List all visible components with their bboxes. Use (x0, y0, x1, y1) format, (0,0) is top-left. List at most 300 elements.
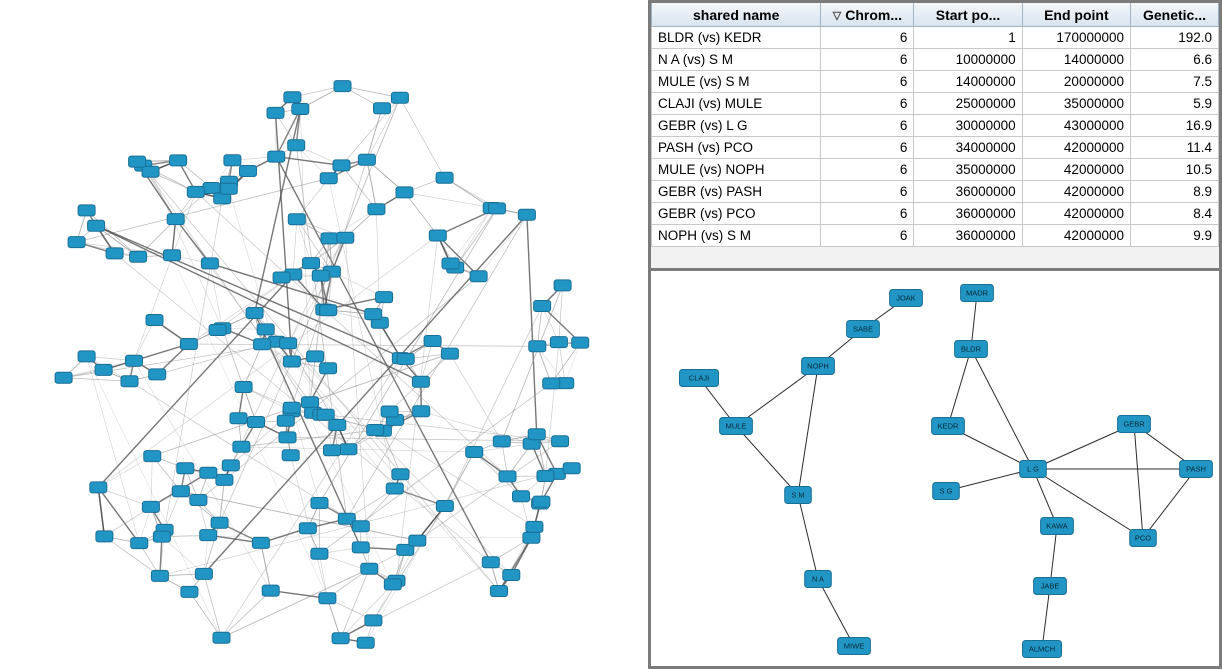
large-network-node-rect[interactable] (384, 579, 401, 590)
subnetwork-node[interactable] (932, 418, 965, 435)
large-network-node-rect[interactable] (311, 548, 328, 559)
large-network-node[interactable] (572, 337, 589, 348)
large-network-node[interactable] (288, 214, 305, 225)
large-network-node[interactable] (361, 563, 378, 574)
large-network-node[interactable] (288, 140, 305, 151)
large-network-node-rect[interactable] (252, 537, 269, 548)
large-network-node-rect[interactable] (357, 637, 374, 648)
large-network-node[interactable] (324, 445, 341, 456)
large-network-node[interactable] (528, 429, 545, 440)
large-network-node[interactable] (534, 301, 551, 312)
large-network-node-rect[interactable] (209, 325, 226, 336)
subnetwork-node[interactable] (805, 571, 832, 588)
large-network-node[interactable] (311, 498, 328, 509)
table-row[interactable] (652, 71, 1219, 93)
large-network-node[interactable] (340, 444, 357, 455)
large-network-node[interactable] (503, 570, 520, 581)
table-column-header-end[interactable] (1022, 3, 1130, 27)
large-network-node-rect[interactable] (499, 471, 516, 482)
large-network-node[interactable] (365, 615, 382, 626)
large-network-node-rect[interactable] (121, 376, 138, 387)
large-network-node-rect[interactable] (299, 523, 316, 534)
large-network-node[interactable] (262, 585, 279, 596)
large-network-node-rect[interactable] (386, 483, 403, 494)
large-network-node-rect[interactable] (68, 237, 85, 248)
large-network-node-rect[interactable] (436, 501, 453, 512)
large-network-node-rect[interactable] (337, 232, 354, 243)
large-network-node[interactable] (181, 586, 198, 597)
table-row[interactable] (652, 159, 1219, 181)
large-network-node[interactable] (374, 103, 391, 114)
large-network-node[interactable] (329, 420, 346, 431)
large-network-node[interactable] (55, 372, 72, 383)
table-row[interactable] (652, 27, 1219, 49)
subnetwork-node[interactable] (1023, 641, 1062, 658)
large-network-node[interactable] (321, 233, 338, 244)
table-row[interactable] (652, 137, 1219, 159)
large-network-node-rect[interactable] (321, 233, 338, 244)
network-edge-table[interactable] (651, 3, 1219, 247)
large-network-node[interactable] (209, 325, 226, 336)
large-network-node[interactable] (429, 230, 446, 241)
large-network-node[interactable] (365, 309, 382, 320)
large-network-node[interactable] (367, 425, 384, 436)
large-network-node-rect[interactable] (213, 632, 230, 643)
large-network-node-rect[interactable] (312, 270, 329, 281)
large-network-node-rect[interactable] (195, 568, 212, 579)
subnetwork-node[interactable] (1130, 530, 1157, 547)
subnetwork-canvas[interactable] (651, 271, 1219, 666)
large-network-node-rect[interactable] (153, 531, 170, 542)
large-network-node[interactable] (311, 548, 328, 559)
large-network-node[interactable] (283, 356, 300, 367)
large-network-node[interactable] (121, 376, 138, 387)
large-network-node-rect[interactable] (230, 413, 247, 424)
table-column-header-genetic[interactable] (1131, 3, 1219, 27)
large-network-node-rect[interactable] (200, 530, 217, 541)
large-network-node-rect[interactable] (284, 92, 301, 103)
large-network-node[interactable] (312, 270, 329, 281)
subnetwork-node[interactable] (1020, 461, 1047, 478)
subnetwork-graph-panel[interactable] (648, 268, 1222, 669)
large-network-node[interactable] (268, 151, 285, 162)
large-network-node[interactable] (334, 81, 351, 92)
large-network-node-rect[interactable] (180, 339, 197, 350)
table-body[interactable] (652, 27, 1219, 247)
large-network-node[interactable] (273, 272, 290, 283)
large-network-node-rect[interactable] (381, 406, 398, 417)
large-network-node[interactable] (235, 382, 252, 393)
large-network-node[interactable] (240, 166, 257, 177)
large-network-node[interactable] (146, 315, 163, 326)
large-network-node[interactable] (543, 378, 560, 389)
large-network-node-rect[interactable] (233, 441, 250, 452)
large-network-node-rect[interactable] (320, 363, 337, 374)
large-network-node-rect[interactable] (222, 460, 239, 471)
large-network-node-rect[interactable] (365, 309, 382, 320)
large-network-node-rect[interactable] (257, 324, 274, 335)
large-network-node[interactable] (216, 474, 233, 485)
large-network-node-rect[interactable] (262, 585, 279, 596)
large-network-node-rect[interactable] (554, 280, 571, 291)
large-network-node[interactable] (248, 417, 265, 428)
large-network-node[interactable] (554, 280, 571, 291)
large-network-node[interactable] (190, 495, 207, 506)
large-network-node[interactable] (482, 557, 499, 568)
large-network-node-rect[interactable] (201, 258, 218, 269)
large-network-node-rect[interactable] (311, 498, 328, 509)
large-network-node-rect[interactable] (518, 209, 535, 220)
large-network-node[interactable] (246, 308, 263, 319)
large-network-node-rect[interactable] (361, 563, 378, 574)
table-column-header-name[interactable] (652, 3, 821, 27)
large-network-node-rect[interactable] (526, 521, 543, 532)
large-network-node[interactable] (78, 205, 95, 216)
large-network-node-rect[interactable] (397, 354, 414, 365)
large-network-node[interactable] (397, 354, 414, 365)
large-network-node-rect[interactable] (211, 517, 228, 528)
large-network-node[interactable] (220, 183, 237, 194)
large-network-nodes[interactable] (55, 81, 589, 649)
large-network-node[interactable] (78, 351, 95, 362)
large-network-node-rect[interactable] (320, 173, 337, 184)
large-network-node[interactable] (299, 523, 316, 534)
large-network-node[interactable] (352, 521, 369, 532)
large-network-node[interactable] (376, 292, 393, 303)
large-network-node[interactable] (213, 632, 230, 643)
large-network-node[interactable] (513, 491, 530, 502)
large-network-node[interactable] (96, 531, 113, 542)
large-network-node-rect[interactable] (277, 415, 294, 426)
table-row[interactable] (652, 203, 1219, 225)
large-network-node[interactable] (436, 501, 453, 512)
large-network-node-rect[interactable] (503, 570, 520, 581)
large-network-node-rect[interactable] (267, 107, 284, 118)
large-network-node-rect[interactable] (200, 467, 217, 478)
large-network-node[interactable] (550, 337, 567, 348)
large-network-node[interactable] (211, 517, 228, 528)
large-network-node-rect[interactable] (368, 204, 385, 215)
subnetwork-nodes[interactable] (680, 285, 1213, 658)
large-network-node[interactable] (523, 532, 540, 543)
large-network-node-rect[interactable] (352, 542, 369, 553)
large-network-node[interactable] (442, 258, 459, 269)
large-network-node-rect[interactable] (367, 425, 384, 436)
large-network-node-rect[interactable] (334, 81, 351, 92)
large-network-node-rect[interactable] (534, 301, 551, 312)
table-column-header-chrom[interactable] (821, 3, 914, 27)
large-network-node[interactable] (470, 271, 487, 282)
large-network-node-rect[interactable] (466, 447, 483, 458)
subnetwork-node[interactable] (838, 638, 871, 655)
large-network-node[interactable] (279, 432, 296, 443)
large-network-node[interactable] (552, 436, 569, 447)
large-network-node-rect[interactable] (352, 521, 369, 532)
large-network-node[interactable] (396, 187, 413, 198)
large-network-node-rect[interactable] (470, 271, 487, 282)
large-network-node[interactable] (317, 409, 334, 420)
large-network-node-rect[interactable] (529, 341, 546, 352)
subnetwork-node[interactable] (1041, 518, 1074, 535)
data-table-panel[interactable] (648, 0, 1222, 268)
large-network-node[interactable] (142, 166, 159, 177)
subnetwork-node[interactable] (847, 321, 880, 338)
large-network-node[interactable] (153, 531, 170, 542)
large-network-node[interactable] (412, 376, 429, 387)
large-network-node[interactable] (386, 483, 403, 494)
large-network-node[interactable] (280, 338, 297, 349)
large-network-node[interactable] (282, 450, 299, 461)
large-network-node-rect[interactable] (358, 154, 375, 165)
large-network-node-rect[interactable] (523, 532, 540, 543)
large-network-node-rect[interactable] (333, 160, 350, 171)
large-network-node[interactable] (277, 415, 294, 426)
large-network-node-rect[interactable] (55, 372, 72, 383)
large-network-node[interactable] (142, 501, 159, 512)
large-network-node[interactable] (106, 248, 123, 259)
large-network-node[interactable] (424, 336, 441, 347)
large-network-node[interactable] (230, 413, 247, 424)
large-network-node[interactable] (303, 258, 320, 269)
large-network-node-rect[interactable] (130, 251, 147, 262)
large-network-node[interactable] (267, 107, 284, 118)
subnetwork-node[interactable] (1034, 578, 1067, 595)
large-network-node-rect[interactable] (95, 364, 112, 375)
large-network-node-rect[interactable] (279, 432, 296, 443)
large-network-node[interactable] (257, 324, 274, 335)
large-network-node-rect[interactable] (340, 444, 357, 455)
large-network-node-rect[interactable] (106, 248, 123, 259)
large-network-node[interactable] (319, 593, 336, 604)
large-network-node[interactable] (333, 160, 350, 171)
large-network-node-rect[interactable] (240, 166, 257, 177)
large-network-node-rect[interactable] (317, 409, 334, 420)
large-network-node-rect[interactable] (493, 436, 510, 447)
large-network-node[interactable] (489, 203, 506, 214)
large-network-node-rect[interactable] (164, 250, 181, 261)
subnetwork-node[interactable] (785, 487, 812, 504)
large-network-node[interactable] (526, 521, 543, 532)
large-network-node-rect[interactable] (283, 356, 300, 367)
table-row[interactable] (652, 93, 1219, 115)
large-network-node-rect[interactable] (412, 376, 429, 387)
large-network-node[interactable] (358, 154, 375, 165)
large-network-node[interactable] (203, 183, 220, 194)
table-row[interactable] (652, 49, 1219, 71)
large-network-node[interactable] (172, 486, 189, 497)
large-network-node-rect[interactable] (288, 140, 305, 151)
subnetwork-node[interactable] (802, 358, 835, 375)
large-network-node-rect[interactable] (78, 205, 95, 216)
filter-icon[interactable]: ▽ (832, 10, 842, 23)
subnetwork-node[interactable] (955, 341, 988, 358)
large-network-node-rect[interactable] (142, 501, 159, 512)
large-network-node-rect[interactable] (149, 369, 166, 380)
subnetwork-node[interactable] (933, 483, 960, 500)
table-row[interactable] (652, 225, 1219, 247)
large-network-node[interactable] (320, 173, 337, 184)
large-network-node[interactable] (337, 232, 354, 243)
large-network-node[interactable] (283, 402, 300, 413)
large-network-node[interactable] (201, 258, 218, 269)
large-network-node[interactable] (90, 482, 107, 493)
large-network-node[interactable] (436, 172, 453, 183)
large-network-node-rect[interactable] (537, 471, 554, 482)
large-network-node[interactable] (384, 579, 401, 590)
large-network-node[interactable] (391, 92, 408, 103)
large-network-node-rect[interactable] (224, 155, 241, 166)
table-row[interactable] (652, 181, 1219, 203)
large-network-node[interactable] (88, 220, 105, 231)
large-network-node-rect[interactable] (391, 92, 408, 103)
large-network-node-rect[interactable] (292, 104, 309, 115)
large-network-node[interactable] (529, 341, 546, 352)
large-network-node[interactable] (68, 237, 85, 248)
large-network-node-rect[interactable] (436, 172, 453, 183)
large-network-node-rect[interactable] (409, 535, 426, 546)
large-network-node[interactable] (177, 463, 194, 474)
large-network-node[interactable] (352, 542, 369, 553)
large-network-node[interactable] (491, 586, 508, 597)
large-network-node-rect[interactable] (396, 187, 413, 198)
large-network-node-rect[interactable] (170, 155, 187, 166)
large-network-node-rect[interactable] (319, 593, 336, 604)
large-network-node-rect[interactable] (90, 482, 107, 493)
large-network-node-rect[interactable] (429, 230, 446, 241)
large-network-node-rect[interactable] (482, 557, 499, 568)
large-network-node[interactable] (170, 155, 187, 166)
large-network-node-rect[interactable] (302, 397, 319, 408)
large-network-node-rect[interactable] (142, 166, 159, 177)
large-network-node-rect[interactable] (151, 570, 168, 581)
large-network-node[interactable] (126, 355, 143, 366)
large-network-node[interactable] (292, 104, 309, 115)
large-network-node[interactable] (224, 155, 241, 166)
large-network-node-rect[interactable] (282, 450, 299, 461)
large-network-node-rect[interactable] (374, 103, 391, 114)
large-network-node-rect[interactable] (320, 305, 337, 316)
large-network-node[interactable] (499, 471, 516, 482)
large-network-node[interactable] (307, 351, 324, 362)
subnetwork-node[interactable] (720, 418, 753, 435)
large-network-node-rect[interactable] (543, 378, 560, 389)
large-network-node[interactable] (200, 467, 217, 478)
large-network-node-rect[interactable] (280, 338, 297, 349)
large-network-node[interactable] (144, 451, 161, 462)
large-network-node[interactable] (381, 406, 398, 417)
large-network-node-rect[interactable] (96, 531, 113, 542)
large-network-node[interactable] (200, 530, 217, 541)
large-network-node[interactable] (320, 305, 337, 316)
large-network-node-rect[interactable] (332, 633, 349, 644)
large-network-node[interactable] (413, 406, 430, 417)
large-network-node[interactable] (368, 204, 385, 215)
large-network-node-rect[interactable] (283, 402, 300, 413)
large-network-node-rect[interactable] (235, 382, 252, 393)
large-network-node-rect[interactable] (78, 351, 95, 362)
large-network-node[interactable] (95, 364, 112, 375)
large-network-node-rect[interactable] (203, 183, 220, 194)
large-network-node[interactable] (493, 436, 510, 447)
large-network-node[interactable] (392, 469, 409, 480)
large-network-node[interactable] (563, 463, 580, 474)
large-network-node[interactable] (180, 339, 197, 350)
large-network-node[interactable] (129, 156, 146, 167)
subnetwork-node[interactable] (680, 370, 719, 387)
large-network-node[interactable] (466, 447, 483, 458)
large-network-node[interactable] (254, 339, 271, 350)
large-network-node-rect[interactable] (563, 463, 580, 474)
large-network-node-rect[interactable] (572, 337, 589, 348)
large-network-node[interactable] (151, 570, 168, 581)
large-network-node[interactable] (284, 92, 301, 103)
subnetwork-node[interactable] (890, 290, 923, 307)
large-network-node-rect[interactable] (126, 355, 143, 366)
large-network-node-rect[interactable] (441, 348, 458, 359)
large-network-node[interactable] (332, 633, 349, 644)
large-network-node[interactable] (131, 538, 148, 549)
large-network-node[interactable] (195, 568, 212, 579)
large-network-node[interactable] (518, 209, 535, 220)
large-network-node-rect[interactable] (254, 339, 271, 350)
large-network-node-rect[interactable] (376, 292, 393, 303)
large-network-node-rect[interactable] (248, 417, 265, 428)
large-network-node-rect[interactable] (329, 420, 346, 431)
large-network-node-rect[interactable] (268, 151, 285, 162)
large-network-node[interactable] (409, 535, 426, 546)
large-network-node-rect[interactable] (273, 272, 290, 283)
large-network-node-rect[interactable] (307, 351, 324, 362)
large-network-node-rect[interactable] (550, 337, 567, 348)
large-network-node-rect[interactable] (88, 220, 105, 231)
subnetwork-node[interactable] (1118, 416, 1151, 433)
large-network-node-rect[interactable] (146, 315, 163, 326)
large-network-node[interactable] (302, 397, 319, 408)
large-network-node[interactable] (130, 251, 147, 262)
large-network-node-rect[interactable] (220, 183, 237, 194)
large-network-node-rect[interactable] (216, 474, 233, 485)
large-network-node-rect[interactable] (246, 308, 263, 319)
large-network-node[interactable] (357, 637, 374, 648)
table-column-header-start[interactable] (914, 3, 1022, 27)
large-network-node[interactable] (233, 441, 250, 452)
large-network-node-rect[interactable] (513, 491, 530, 502)
large-network-node-rect[interactable] (528, 429, 545, 440)
large-network-node-rect[interactable] (167, 214, 184, 225)
large-network-node-rect[interactable] (129, 156, 146, 167)
large-network-node-rect[interactable] (187, 186, 204, 197)
large-network-node[interactable] (222, 460, 239, 471)
large-network-node-rect[interactable] (190, 495, 207, 506)
large-network-node-rect[interactable] (413, 406, 430, 417)
large-network-node[interactable] (533, 496, 550, 507)
large-network-node[interactable] (252, 537, 269, 548)
large-network-node-rect[interactable] (365, 615, 382, 626)
subnetwork-node[interactable] (1180, 461, 1213, 478)
large-network-node-rect[interactable] (177, 463, 194, 474)
large-network-node-rect[interactable] (131, 538, 148, 549)
large-network-node-rect[interactable] (303, 258, 320, 269)
large-network-node[interactable] (164, 250, 181, 261)
large-network-node-rect[interactable] (533, 496, 550, 507)
large-network-node-rect[interactable] (181, 586, 198, 597)
large-network-node-rect[interactable] (489, 203, 506, 214)
table-row[interactable] (652, 115, 1219, 137)
large-network-node-rect[interactable] (424, 336, 441, 347)
large-network-node-rect[interactable] (288, 214, 305, 225)
subnetwork-node[interactable] (961, 285, 994, 302)
large-network-node-rect[interactable] (172, 486, 189, 497)
